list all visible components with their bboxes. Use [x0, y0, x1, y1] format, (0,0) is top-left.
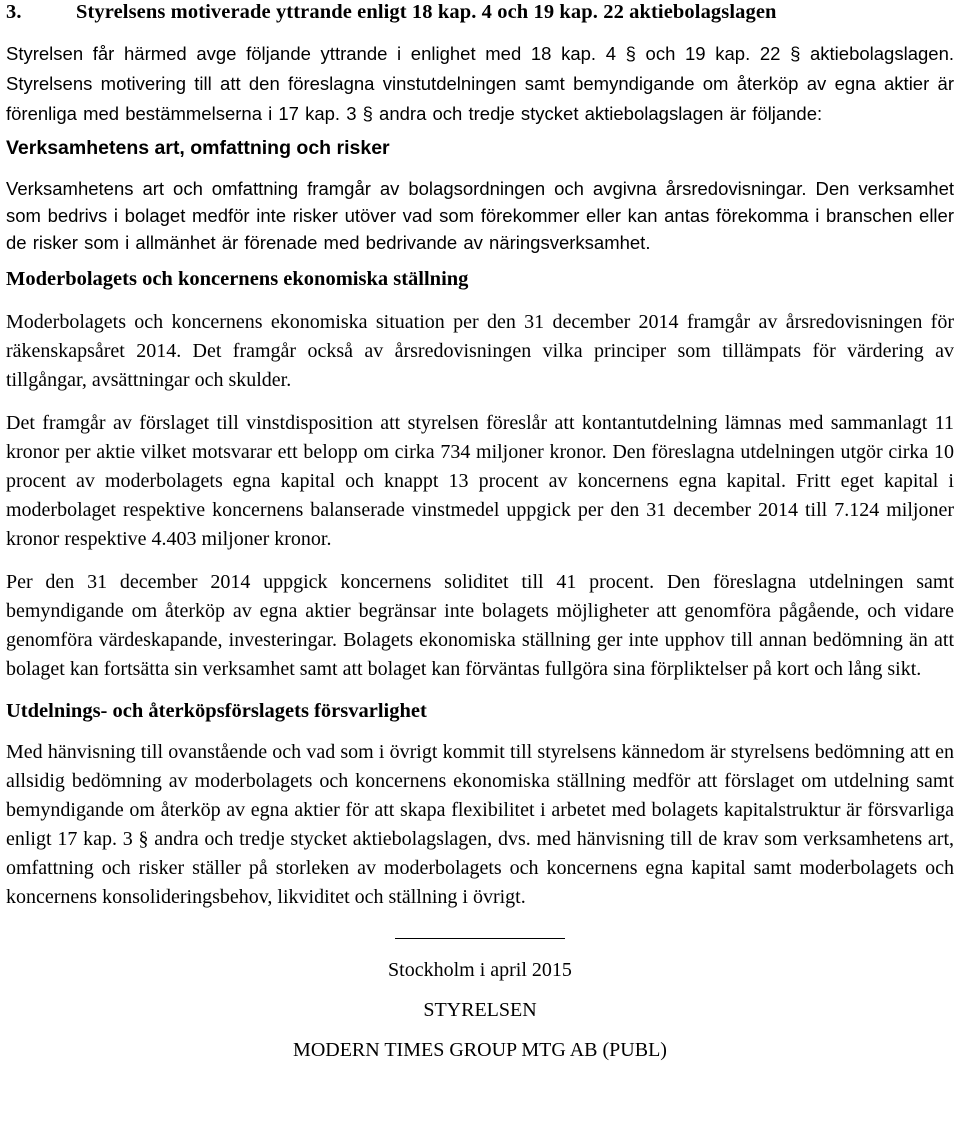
justification-heading: Utdelnings- och återköpsförslagets försvarlighet [6, 700, 427, 722]
signature-board: STYRELSEN [423, 999, 537, 1021]
intro-paragraph: Styrelsen får härmed avge följande yttrande i enlighet med 18 kap. 4 § och 19 kap. 22 § aktiebolagslagen. Styrelsens motivering till att den föreslagna vinstutdelningen samt bemyndigande om återköp av egna aktier är förenliga med bestämmelserna i 17 kap. 3 § andra och tredje stycket aktiebolagslagen är följande: [6, 43, 954, 124]
financial-paragraph-2: Det framgår av förslaget till vinstdisposition att styrelsen föreslår att kontantutdelning lämnas med sammanlagt 11 kronor per aktie vilket motsvarar ett belopp om cirka 734 miljoner kronor. Den föreslagna utdelningen utgör cirka 10 procent av moderbolagets egna kapital och knappt 13 procent av koncernens egna kapital. Fritt eget kapital i moderbolaget respektive koncernens balanserade vinstmedel uppgick per den 31 december 2014 till 7.124 miljoner kronor respektive 4.403 miljoner kronor. [6, 412, 954, 550]
signature-block [6, 938, 954, 1063]
financial-paragraph-1: Moderbolagets och koncernens ekonomiska situation per den 31 december 2014 framgår av årsredovisningen för räkenskapsåret 2014. Det framgår också av årsredovisningen vilka principer som tillämpats för värdering av tillgångar, avsättningar och skulder. [6, 311, 954, 391]
financial-heading: Moderbolagets och koncernens ekonomiska ställning [6, 268, 469, 290]
financial-paragraph-3: Per den 31 december 2014 uppgick koncernens soliditet till 41 procent. Den föreslagna utdelningen samt bemyndigande om återköp av egna aktier begränsar inte bolagets möjligheter att genomföra pågående, och vidare genomföra värdeskapande, investeringar. Bolagets ekonomiska ställning ger inte upphov till annan bedömning än att bolaget kan fortsätta sin verksamhet samt att bolaget kan förväntas fullgöra sina förpliktelser på kort och lång sikt. [6, 571, 954, 680]
section-heading [6, 0, 954, 25]
signature-place-date: Stockholm i april 2015 [388, 959, 572, 981]
section-number: 3. [6, 1, 22, 23]
nature-paragraph: Verksamhetens art och omfattning framgår av bolagsordningen och avgivna årsredovisningar. Den verksamhet som bedrivs i bolaget medför inte risker utöver vad som förekommer eller kan antas förekomma i branschen eller de risker som i allmänhet är förenade med bedrivande av näringsverksamhet. [6, 178, 954, 253]
signature-divider [395, 938, 565, 939]
signature-company: MODERN TIMES GROUP MTG AB (PUBL) [293, 1039, 667, 1061]
nature-heading: Verksamhetens art, omfattning och risker [6, 137, 390, 159]
section-title: Styrelsens motiverade yttrande enligt 18 kap. 4 och 19 kap. 22 aktiebolagslagen [76, 1, 777, 23]
justification-paragraph: Med hänvisning till ovanstående och vad som i övrigt kommit till styrelsens kännedom är styrelsens bedömning att en allsidig bedömning av moderbolagets och koncernens ekonomiska ställning medför att förslaget om utdelning samt bemyndigande om återköp av egna aktier för att skapa flexibilitet i arbetet med bolagets kapitalstruktur är försvarliga enligt 17 kap. 3 § andra och tredje stycket aktiebolagslagen, dvs. med hänvisning till de krav som verksamhetens art, omfattning och risker ställer på storleken av moderbolagets och koncernens egna kapital samt moderbolagets och koncernens konsolideringsbehov, likviditet och ställning i övrigt. [6, 741, 954, 908]
